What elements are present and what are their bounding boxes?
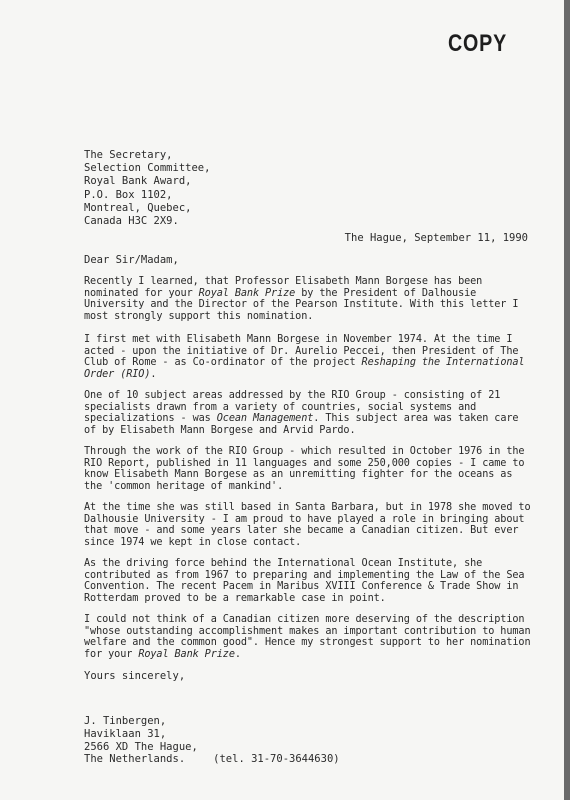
paragraph-text: I first met with Elisabeth Mann Borgese in November 1974. At the time I acted - upon the initiative of Dr. Aurelio Peccei, then President of The Club of Rome - as Co-ordinator of the project (84, 334, 519, 369)
recipient-line: Royal Bank Award, (84, 175, 192, 188)
prize-name: Royal Bank Prize (198, 287, 296, 299)
telephone: (tel. 31-70-3644630) (213, 753, 340, 766)
paragraph-text: I could not think of a Canadian citizen more deserving of the description "whose outstanding accomplishment makes an important contribution to human welfare and the common good". Hence my strongest support to her nomination for your (84, 614, 531, 660)
paragraph-1 (84, 276, 534, 322)
closing: Yours sincerely, (84, 670, 186, 682)
sender-line: J. Tinbergen, (84, 715, 167, 727)
paragraph-text: Recently I learned, that Professor Elisabeth Mann Borgese has been nominated for your (84, 276, 483, 299)
salutation: Dear Sir/Madam, (84, 254, 179, 266)
sender-line-country (84, 753, 340, 766)
recipient-line: Selection Committee, (84, 162, 211, 175)
recipient-address (84, 149, 210, 228)
paragraph-5: At the time she was still based in Santa Barbara, but in 1978 she moved to Dalhousie University - I am proud to have played a role in bringing about that move - and some years later she became a Canadian citizen. But ever since 1974 we kept in close contact. (84, 502, 531, 548)
subject-area-name: Ocean Management (216, 413, 314, 425)
recipient-line: Canada H3C 2X9. (84, 215, 179, 228)
sender-line: 2566 XD The Hague, (84, 740, 198, 753)
paragraph-4: Through the work of the RIO Group - which resulted in October 1976 in the RIO Report, published in 11 languages and some 250,000 copies - I came to know Elisabeth Mann Borgese as an unremitting fighter for the oceans as the 'common heritage of mankind'. (84, 446, 525, 492)
paragraph-text: by the President of Dalhousie University and the Director of the Pearson Institute. With this letter I most strongly support this nomination. (84, 287, 519, 322)
paragraph-text: One of 10 subject areas addressed by the RIO Group - consisting of 21 specialists drawn from a variety of countries, social systems and specializations - was (84, 390, 501, 425)
scan-edge (564, 0, 570, 800)
recipient-line: Montreal, Quebec, (84, 201, 192, 214)
letter-date: The Hague, September 11, 1990 (344, 232, 528, 244)
paragraph-7 (84, 614, 534, 660)
sender-country: The Netherlands. (84, 753, 186, 766)
project-name: Reshaping the International Order (RIO) (84, 357, 525, 380)
paragraph-3 (84, 390, 534, 436)
recipient-line: The Secretary, (84, 149, 173, 161)
sender-line: Haviklaan 31, (84, 727, 167, 740)
paragraph-2 (84, 334, 534, 380)
prize-name: Royal Bank Prize (138, 648, 235, 660)
paragraph-text: . (150, 368, 157, 380)
paragraph-6: As the driving force behind the International Ocean Institute, she contributed as from 1967 to preparing and implementing the Law of the Sea Convention. The recent Pacem in Maribus XVIII Conference & Trade Show in Rotterdam proved to be a remarkable case in point. (84, 558, 525, 604)
sender-address (84, 715, 340, 766)
paragraph-text: . (234, 648, 241, 660)
recipient-line: P.O. Box 1102, (84, 188, 173, 201)
copy-stamp: COPY (448, 30, 508, 57)
paragraph-text: . This subject area was taken care of by Elisabeth Mann Borgese and Arvid Pardo. (84, 413, 519, 436)
